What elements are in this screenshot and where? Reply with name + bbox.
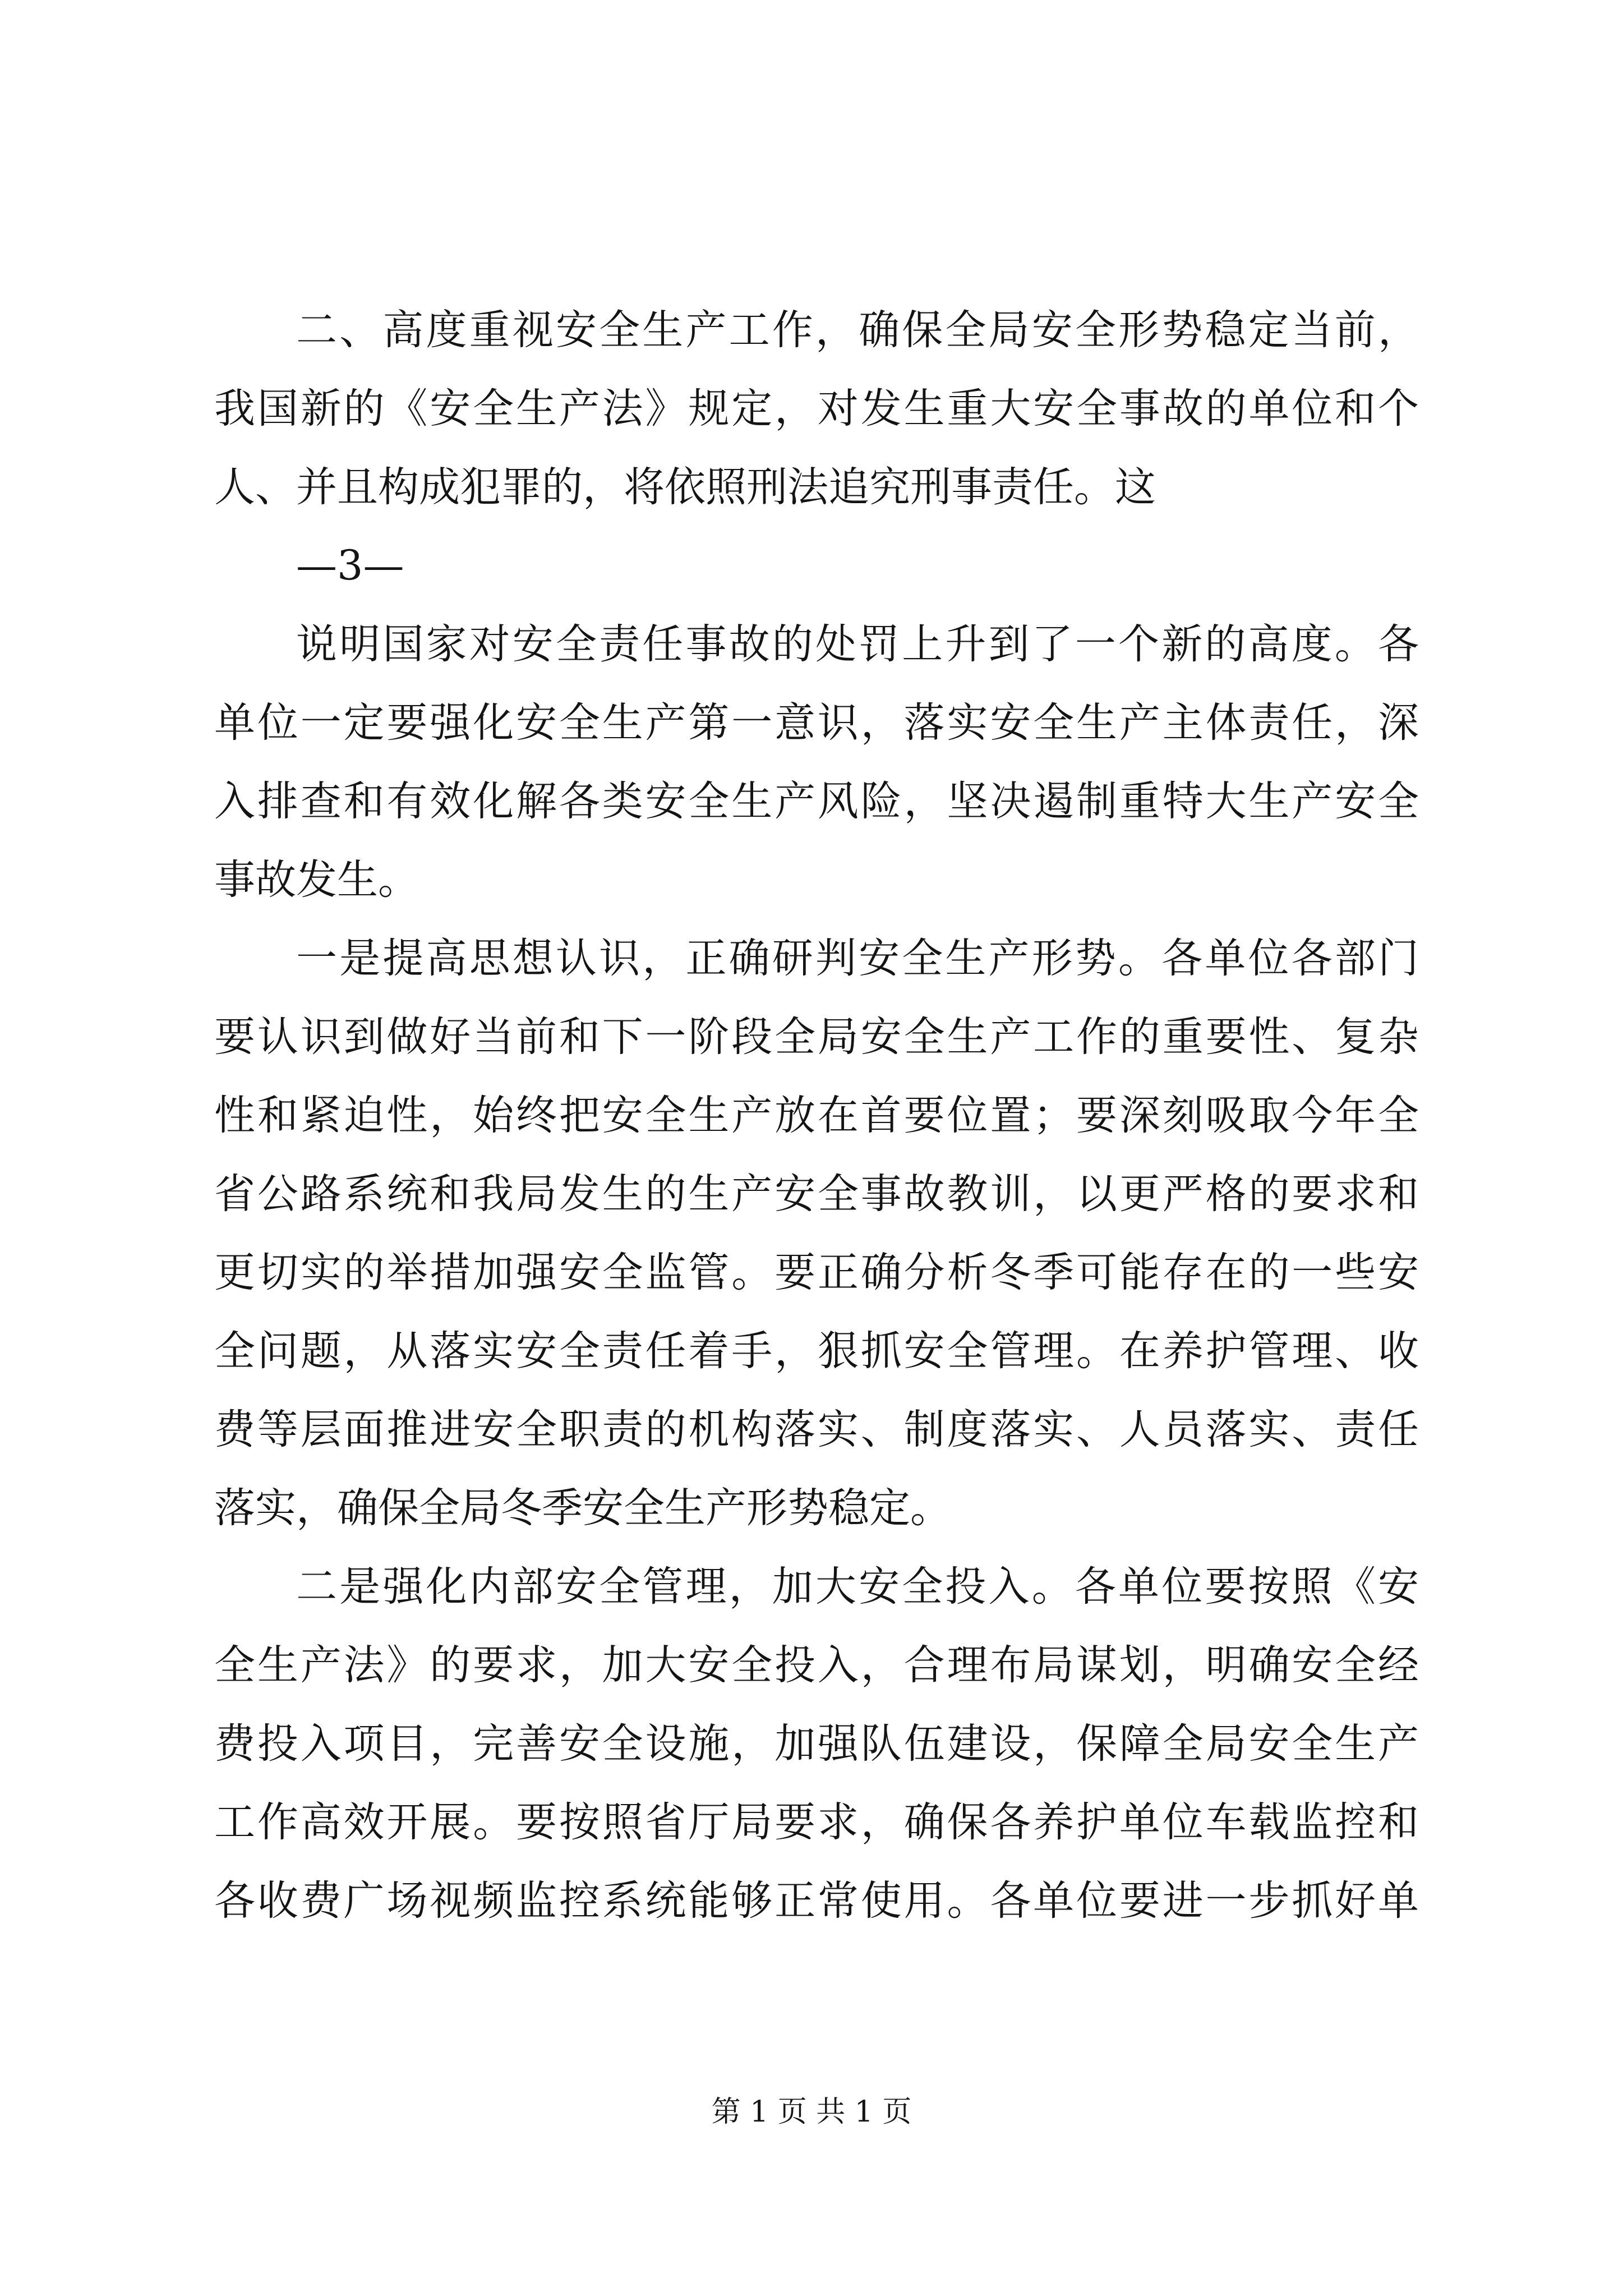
paragraph-line: 各收费广场视频监控系统能够正常使用。各单位要进一步抓好单 — [214, 1877, 1419, 1925]
paragraph-line: 入排查和有效化解各类安全生产风险，坚决遏制重特大生产安全 — [214, 777, 1419, 825]
paragraph-line: 二是强化内部安全管理，加大安全投入。各单位要按照《安 — [296, 1563, 1419, 1611]
paragraph-line: 性和紧迫性，始终把安全生产放在首要位置；要深刻吸取今年全 — [214, 1092, 1419, 1139]
paragraph-line: 人、并且构成犯罪的，将依照刑法追究刑事责任。这 — [214, 463, 1156, 511]
paragraph-line: 我国新的《安全生产法》规定，对发生重大安全事故的单位和个 — [214, 385, 1419, 432]
paragraph-line: 一是提高思想认识，正确研判安全生产形势。各单位各部门 — [296, 935, 1419, 982]
paragraph-line: 单位一定要强化安全生产第一意识，落实安全生产主体责任，深 — [214, 699, 1419, 747]
paragraph-line: 费投入项目，完善安全设施，加强队伍建设，保障全局安全生产 — [214, 1720, 1419, 1768]
paragraph-line: 更切实的举措加强安全监管。要正确分析冬季可能存在的一些安 — [214, 1249, 1419, 1296]
paragraph-line: 工作高效开展。要按照省厅局要求，确保各养护单位车载监控和 — [214, 1798, 1419, 1846]
paragraph-line: 说明国家对安全责任事故的处罚上升到了一个新的高度。各 — [296, 620, 1419, 668]
page-footer: 第 1 页 共 1 页 — [711, 2095, 912, 2129]
paragraph-line: 全问题，从落实安全责任着手，狠抓安全管理。在养护管理、收 — [214, 1327, 1419, 1375]
paragraph-line: 全生产法》的要求，加大安全投入，合理布局谋划，明确安全经 — [214, 1641, 1419, 1689]
paragraph-line: 事故发生。 — [214, 856, 419, 904]
paragraph-line: 省公路系统和我局发生的生产安全事故教训，以更严格的要求和 — [214, 1170, 1419, 1218]
paragraph-line: 费等层面推进安全职责的机构落实、制度落实、人员落实、责任 — [214, 1406, 1419, 1453]
page-marker: —3— — [296, 542, 404, 590]
paragraph-line: 落实，确保全局冬季安全生产形势稳定。 — [214, 1484, 951, 1532]
paragraph-line: 二、高度重视安全生产工作，确保全局安全形势稳定当前， — [296, 306, 1419, 354]
paragraph-line: 要认识到做好当前和下一阶段全局安全生产工作的重要性、复杂 — [214, 1013, 1419, 1061]
